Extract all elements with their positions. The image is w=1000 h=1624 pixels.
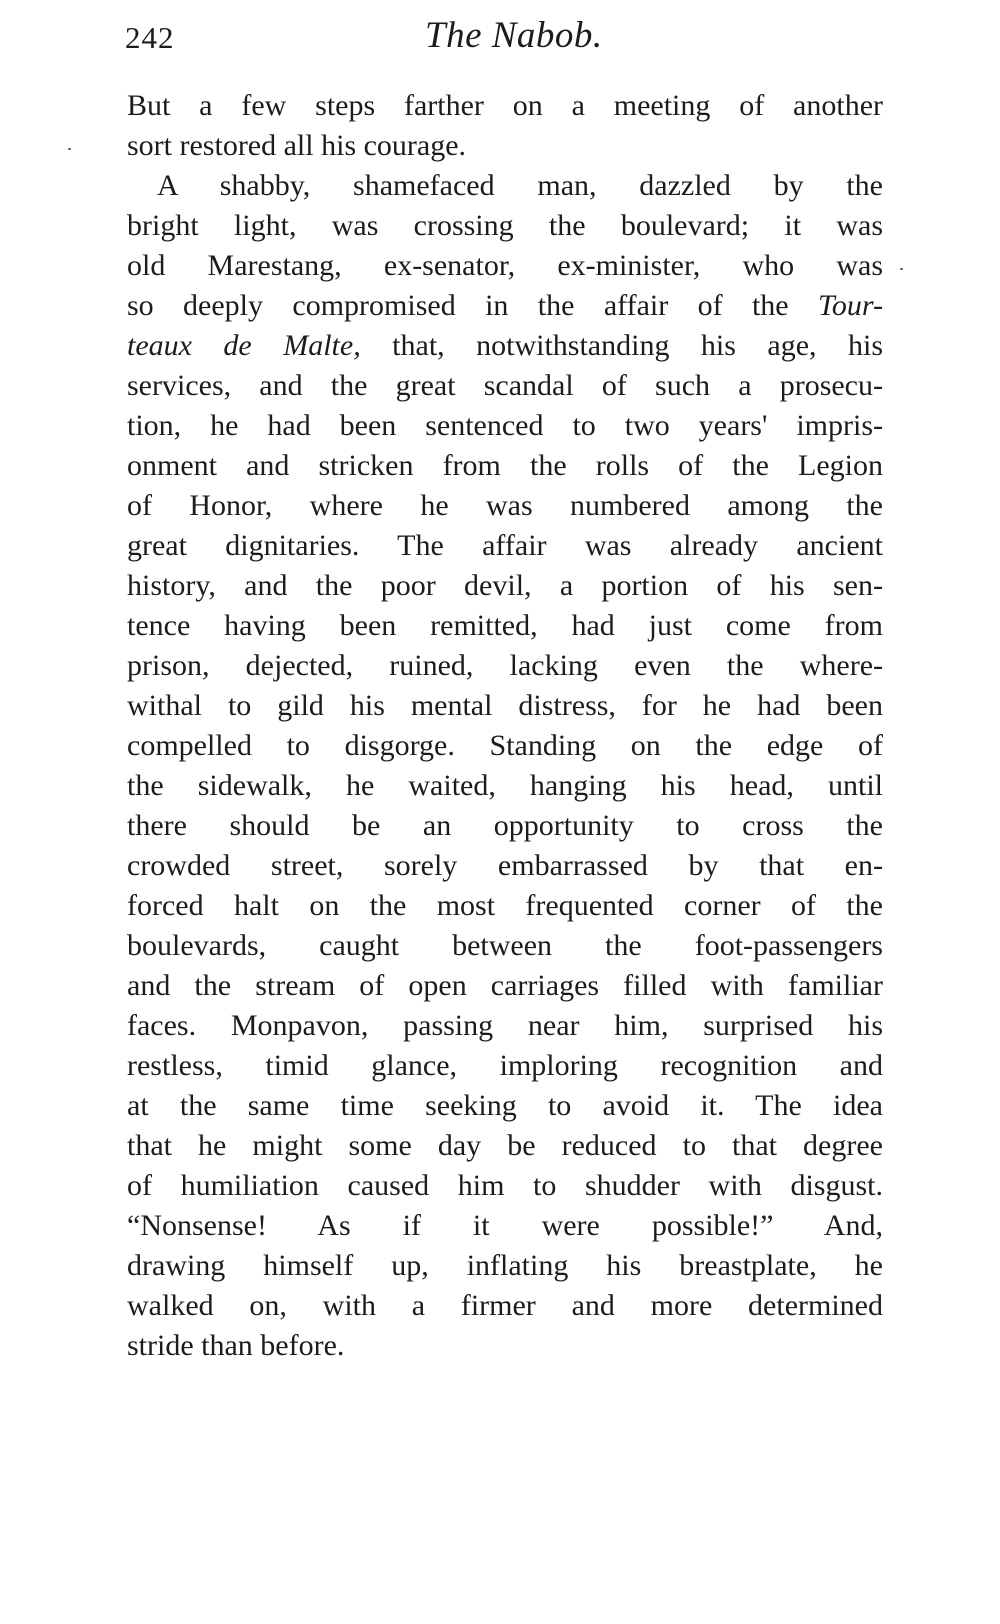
text-line: old Marestang, ex-senator, ex-minister, who was	[127, 249, 883, 282]
text-line: tence having been remitted, had just come from	[127, 609, 883, 642]
text-span: so deeply compromised in the affair of the	[127, 289, 818, 322]
text-line: services, and the great scandal of such a prosecu-	[127, 369, 883, 402]
text-line: But a few steps farther on a meeting of another	[127, 89, 883, 122]
page-number: 242	[125, 20, 175, 55]
italic-title: teaux de Malte,	[127, 329, 361, 362]
text-line: crowded street, sorely embarrassed by that en-	[127, 849, 883, 882]
text-line: faces. Monpavon, passing near him, surprised his	[127, 1009, 883, 1042]
text-line: there should be an opportunity to cross the	[127, 809, 883, 842]
body-text	[127, 86, 883, 1366]
text-line: boulevards, caught between the foot-passengers	[127, 929, 883, 962]
text-line: of humiliation caused him to shudder with disgust.	[127, 1169, 883, 1202]
text-line: “Nonsense! As if it were possible!” And,	[127, 1209, 883, 1242]
text-line: A shabby, shamefaced man, dazzled by the	[157, 169, 883, 202]
text-line: that he might some day be reduced to that degree	[127, 1129, 883, 1162]
text-line-with-italic	[127, 286, 883, 326]
text-line: prison, dejected, ruined, lacking even the where-	[127, 649, 883, 682]
text-line: of Honor, where he was numbered among the	[127, 489, 883, 522]
text-line: bright light, was crossing the boulevard; it was	[127, 209, 883, 242]
text-line: the sidewalk, he waited, hanging his head, until	[127, 769, 883, 802]
text-line: forced halt on the most frequented corner of the	[127, 889, 883, 922]
text-line: drawing himself up, inflating his breastplate, he	[127, 1249, 883, 1282]
text-line: and the stream of open carriages filled with familiar	[127, 969, 883, 1002]
text-span: that, notwithstanding his age, his	[360, 329, 883, 362]
text-line: compelled to disgorge. Standing on the edge of	[127, 729, 883, 762]
text-line: withal to gild his mental distress, for he had been	[127, 689, 883, 722]
text-line: at the same time seeking to avoid it. The idea	[127, 1089, 883, 1122]
scan-speck	[900, 268, 903, 270]
page-header	[125, 14, 885, 64]
text-line-with-italic	[127, 326, 883, 366]
text-line: stride than before.	[127, 1329, 345, 1362]
text-line: sort restored all his courage.	[127, 129, 467, 162]
scan-speck	[68, 148, 71, 150]
text-line: great dignitaries. The affair was already ancient	[127, 529, 883, 562]
running-title: The Nabob.	[425, 15, 603, 56]
text-line: tion, he had been sentenced to two years' impris-	[127, 409, 883, 442]
text-line: walked on, with a firmer and more determined	[127, 1289, 883, 1322]
text-line: onment and stricken from the rolls of the Legion	[127, 449, 883, 482]
text-line: history, and the poor devil, a portion of his sen-	[127, 569, 883, 602]
text-line: restless, timid glance, imploring recognition and	[127, 1049, 883, 1082]
italic-title: Tour-	[818, 289, 883, 322]
